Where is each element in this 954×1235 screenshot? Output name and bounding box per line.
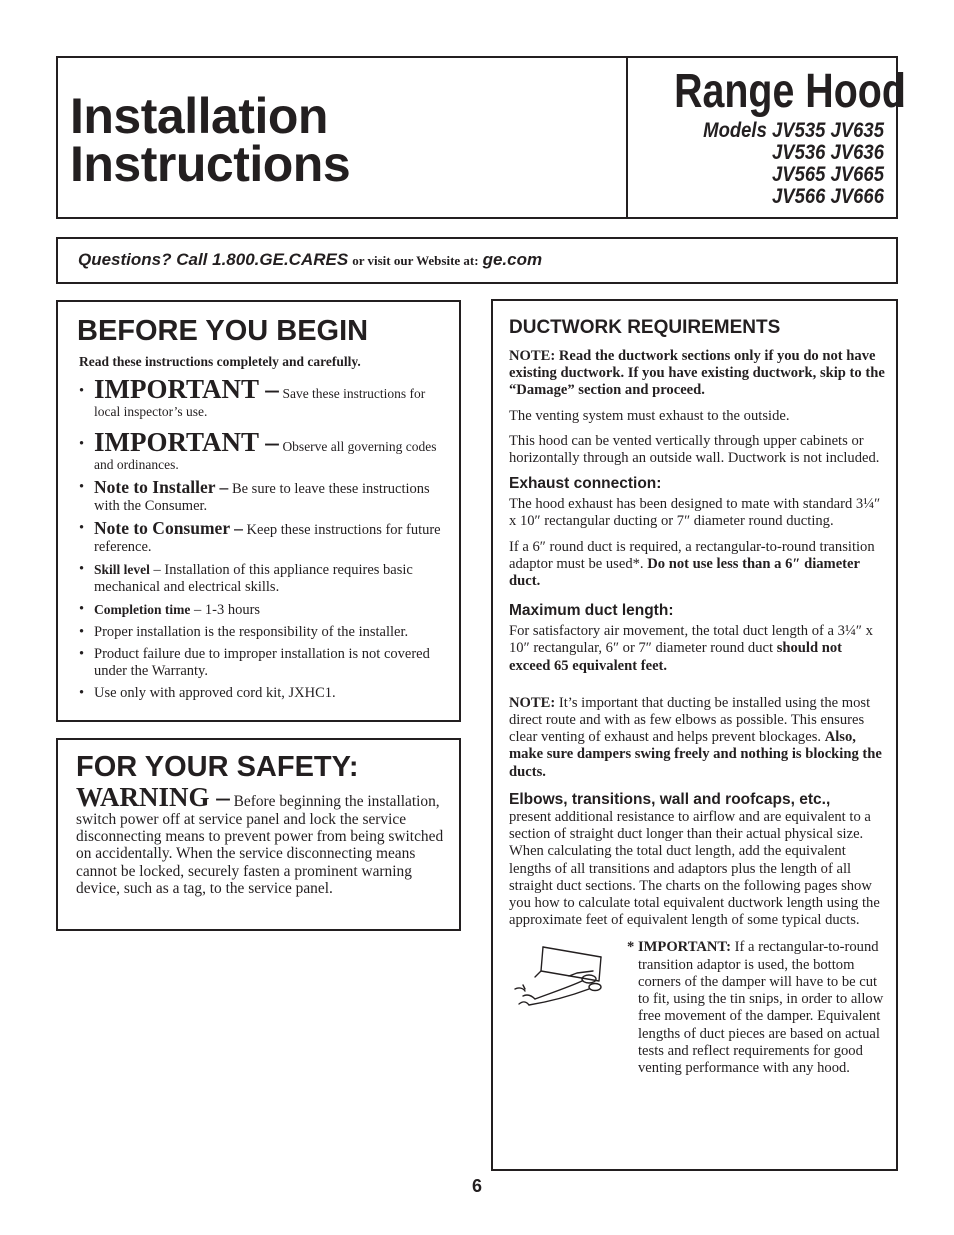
venting-paragraph: The venting system must exhaust to the outside. bbox=[509, 407, 790, 424]
adaptor-text: If a 6″ round duct is required, a rectangular-to-round transition adaptor must be used*. bbox=[509, 538, 875, 572]
before-you-begin-intro: Read these instructions completely and carefully. bbox=[79, 354, 361, 369]
bullet-icon: • bbox=[79, 601, 85, 617]
exhaust-paragraph: The hood exhaust has been designed to mate with standard 3¼″ x 10″ rectangular ducting or 7″ diameter round ducting. bbox=[509, 496, 881, 530]
model-line: JV565 JV665 bbox=[771, 163, 884, 186]
note-text: It’s important that ducting be installed using the most direct route and with as few elbows as possible. This ensures clear venting of exhaust and helps prevent blockages. bbox=[509, 694, 871, 746]
model-list bbox=[659, 120, 884, 208]
list-item-text: Use only with approved cord kit, JXHC1. bbox=[94, 685, 336, 701]
questions-line bbox=[78, 250, 542, 270]
vent-direction-paragraph: This hood can be vented vertically through upper cabinets or horizontally through an outside wall. Ductwork is not included. bbox=[509, 432, 880, 467]
header-product-panel bbox=[628, 58, 906, 217]
max-duct-limit: should not exceed 65 equivalent feet. bbox=[509, 640, 843, 674]
document-title-line2: Instructions bbox=[70, 136, 351, 192]
document-title bbox=[70, 88, 351, 192]
ductwork-heading: DUCTWORK REQUIREMENTS bbox=[509, 317, 781, 338]
list-item-text: Observe all governing codes and ordinances. bbox=[94, 439, 437, 472]
list-item-text: Keep these instructions for future reference. bbox=[94, 522, 441, 555]
note-dampers: Also, make sure dampers swing freely and nothing is blocking the ducts. bbox=[509, 729, 882, 780]
bullet-icon: • bbox=[79, 436, 85, 452]
before-you-begin-section bbox=[56, 300, 461, 722]
visit-website-text: or visit our Website at: bbox=[352, 253, 479, 268]
header bbox=[56, 56, 906, 219]
list-item bbox=[77, 685, 447, 702]
elbows-heading: Elbows, transitions, wall and roofcaps, etc., bbox=[509, 790, 831, 808]
bullet-icon: • bbox=[79, 383, 85, 399]
ductwork-section bbox=[491, 299, 898, 1171]
adaptor-warning: Do not use less than a 6″ diameter duct. bbox=[509, 555, 860, 590]
exhaust-connection-heading: Exhaust connection: bbox=[509, 475, 662, 493]
elbows-paragraph bbox=[509, 791, 886, 930]
important-text: If a rectangular-to-round transition adaptor is used, the bottom corners of the damper will have to be cut to fit, using the tin snips, in order to allow free movement of the damper. Equivalent lengths of duct pieces are based on actual tests and reflect requirements for good venting performance with any hood. bbox=[638, 939, 884, 1076]
list-item bbox=[77, 376, 447, 421]
bullet-icon: • bbox=[79, 520, 85, 536]
important-lead: IMPORTANT – bbox=[94, 427, 279, 457]
safety-section bbox=[56, 738, 461, 931]
model-line: JV566 JV666 bbox=[771, 185, 884, 208]
direct-route-note bbox=[509, 695, 886, 781]
tin-snips-cutting-damper-icon bbox=[509, 943, 619, 1013]
elbows-text: present additional resistance to airflow and are equivalent to a section of straight duct longer than their actual physical size. When calculating the total duct length, add the equivalent lengths of all transitions and adaptors plus the length of all straight duct sections. The charts on the following pages show you how to calculate total equivalent ductwork length using the approximate feet of equivalent length of some typical ducts. bbox=[509, 809, 880, 929]
list-item bbox=[77, 561, 447, 596]
skill-level-lead: Skill level bbox=[94, 562, 150, 577]
ductwork-note: NOTE: Read the ductwork sections only if you do not have existing ductwork. If you have existing ductwork, skip to the “Damage” section and proceed. bbox=[509, 348, 885, 399]
list-item bbox=[77, 479, 447, 515]
max-duct-text: For satisfactory air movement, the total duct length of a 3¼″ x 10″ rectangular, 6″ or 7″ diameter round duct bbox=[509, 623, 873, 657]
list-item-text: – 1-3 hours bbox=[193, 602, 261, 618]
adaptor-paragraph bbox=[509, 539, 886, 591]
warning-text: Before beginning the installation, switch power off at service panel and lock the service disconnecting means to prevent power from being switched on accidentally. When the service disconnecting means cannot be locked, securely fasten a prominent warning device, such as a tag, to the service panel. bbox=[76, 793, 444, 897]
before-you-begin-heading: BEFORE YOU BEGIN bbox=[77, 315, 369, 347]
list-item-text: Save these instructions for local inspector’s use. bbox=[94, 386, 426, 419]
model-line: JV536 JV636 bbox=[771, 141, 884, 164]
list-item bbox=[77, 624, 447, 641]
note-installer-lead: Note to Installer – bbox=[94, 477, 229, 497]
bullet-icon: • bbox=[79, 479, 85, 495]
important-block bbox=[509, 939, 886, 1119]
before-you-begin-list bbox=[77, 376, 447, 702]
model-line: Models JV535 JV635 bbox=[703, 119, 884, 142]
bullet-icon: • bbox=[79, 561, 85, 577]
document-title-line1: Installation bbox=[70, 88, 328, 144]
list-item bbox=[77, 429, 447, 474]
list-item-text: – Installation of this appliance requires basic mechanical and electrical skills. bbox=[94, 562, 413, 595]
list-item-text: Proper installation is the responsibility of the installer. bbox=[94, 624, 409, 640]
safety-heading: FOR YOUR SAFETY: bbox=[76, 751, 359, 783]
important-star-lead: * IMPORTANT: bbox=[627, 939, 731, 956]
list-item-text: Product failure due to improper installation is not covered under the Warranty. bbox=[94, 646, 430, 679]
important-lead: IMPORTANT – bbox=[94, 374, 279, 404]
completion-time-lead: Completion time bbox=[94, 602, 191, 617]
list-item bbox=[77, 646, 447, 680]
max-duct-length-heading: Maximum duct length: bbox=[509, 602, 674, 620]
bullet-icon: • bbox=[79, 685, 85, 701]
header-title-panel bbox=[58, 58, 628, 217]
note-lead: NOTE: bbox=[509, 694, 556, 711]
website-link[interactable]: ge.com bbox=[482, 250, 543, 269]
warning-lead: WARNING – bbox=[76, 782, 230, 812]
note-consumer-lead: Note to Consumer – bbox=[94, 518, 243, 538]
important-paragraph bbox=[623, 939, 886, 1077]
warning-paragraph bbox=[76, 784, 449, 897]
product-title: Range Hood bbox=[674, 65, 906, 118]
bullet-icon: • bbox=[79, 624, 85, 640]
phone-call-text: Questions? Call 1.800.GE.CARES bbox=[78, 250, 349, 269]
list-item bbox=[77, 601, 447, 619]
list-item bbox=[77, 520, 447, 556]
page-number: 6 bbox=[471, 1176, 482, 1196]
questions-bar bbox=[56, 237, 898, 284]
max-duct-paragraph bbox=[509, 623, 886, 675]
list-item-text: Be sure to leave these instructions with the Consumer. bbox=[94, 481, 430, 514]
bullet-icon: • bbox=[79, 646, 85, 662]
